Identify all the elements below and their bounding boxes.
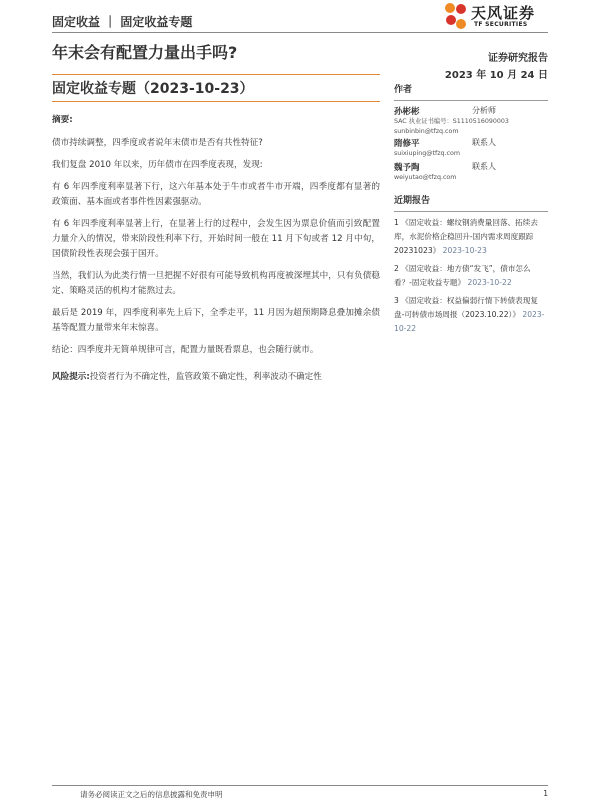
recent-report-item[interactable] <box>394 262 548 290</box>
author-email[interactable]: sunbinbin@tfzq.com <box>394 128 459 135</box>
author-item <box>394 137 548 159</box>
report-subtitle: 固定收益专题（2023-10-23） <box>52 81 254 97</box>
recent-report-item[interactable] <box>394 216 548 258</box>
author-role: 联系人 <box>472 162 496 171</box>
author-email[interactable]: suixiuping@tfzq.com <box>394 150 460 157</box>
author-item <box>394 161 548 183</box>
body-paragraph-6: 最后是 2019 年，四季度利率先上后下，全季走平，11 月因为超预期降息叠加摊余债基等配置力量带来年末惊喜。 <box>52 308 380 333</box>
body-paragraph-1: 债市持续调整，四季度或者说年末债市是否有共性特征? <box>52 138 263 148</box>
body-paragraph-2: 我们复盘 2010 年以来，历年债市在四季度表现，发现: <box>52 160 263 170</box>
author-name: 魏予陶 <box>394 163 420 173</box>
logo-text-cn: 天风证券 <box>471 4 536 22</box>
recent-reports-panel <box>394 193 548 336</box>
report-body <box>52 113 380 392</box>
body-paragraph-7: 结论：四季度并无简单规律可言，配置力量既看票息，也会随行就市。 <box>52 345 319 355</box>
footer-disclaimer: 请务必阅读正文之后的信息披露和免责申明 <box>80 790 223 799</box>
header-category: 固定收益 ｜ 固定收益专题 <box>52 15 193 29</box>
recent-reports-heading: 近期报告 <box>394 196 431 206</box>
author-name: 隋修平 <box>394 139 420 149</box>
body-paragraph-3: 有 6 年四季度利率显著下行，这六年基本处于牛市或者牛市开端，四季度都有显著的政策面、基本面或者事件性因素强驱动。 <box>52 182 380 207</box>
author-role: 分析师 <box>472 106 496 115</box>
report-type: 证券研究报告 <box>488 53 548 64</box>
risk-label: 风险提示: <box>52 372 90 382</box>
risk-text: 投资者行为不确定性，监管政策不确定性，利率波动不确定性 <box>89 372 322 382</box>
body-paragraph-4: 有 6 年四季度利率显著上行，在显著上行的过程中，会发生因为票息价值而引致配置力量介入的情况，带来阶段性利率下行，开始时间一般在 11 月下旬或者 12 月中旬，国债阶段性表现会强于国开。 <box>52 219 380 259</box>
report-date: 2023 年 10 月 24 日 <box>444 70 548 81</box>
logo-text-en: TF SECURITIES <box>474 21 528 28</box>
footer-divider <box>52 785 548 786</box>
recent-report-title[interactable]: 3 《固定收益：权益偏弱行情下转债表现复盘-可转债市场周报（2023.10.22）》 <box>394 296 538 319</box>
risk-warning <box>52 370 380 385</box>
header-divider <box>52 32 548 33</box>
body-paragraph-5: 当然，我们认为此类行情一旦把握不好很有可能导致机构再度被深埋其中，只有负债稳定、策略灵活的机构才能熬过去。 <box>52 271 380 296</box>
page-number: 1 <box>543 789 548 798</box>
author-name: 孙彬彬 <box>394 107 420 117</box>
subtitle-divider <box>52 101 380 102</box>
recent-report-date: 2023-10-22 <box>467 278 512 287</box>
author-cert: SAC 执业证书编号：S1110516090003 <box>394 118 509 125</box>
logo-mark-icon <box>444 2 468 32</box>
company-logo <box>444 0 554 34</box>
recent-report-date: 2023-10-23 <box>442 246 487 255</box>
recent-report-date: 2023-10-22 <box>394 310 545 333</box>
author-role: 联系人 <box>472 138 496 147</box>
authors-panel <box>394 82 548 183</box>
abstract-label: 摘要: <box>52 115 73 125</box>
author-email[interactable]: weiyutao@tfzq.com <box>394 174 457 181</box>
author-item <box>394 105 548 133</box>
recent-report-title[interactable]: 2 《固定收益：地方债“发飞”，债市怎么看？-固定收益专题》 <box>394 264 531 287</box>
authors-heading: 作者 <box>394 85 413 95</box>
recent-report-title[interactable]: 1 《固定收益：螺纹钢消费量回落、拓续去库，水泥价格企稳回升-国内需求周度跟踪 20231023》 <box>394 218 538 255</box>
page-title: 年末会有配置力量出手吗? <box>52 43 238 62</box>
title-divider <box>52 74 380 75</box>
authors-divider <box>394 100 548 101</box>
recent-reports-divider <box>394 211 548 212</box>
recent-report-item[interactable] <box>394 294 548 336</box>
